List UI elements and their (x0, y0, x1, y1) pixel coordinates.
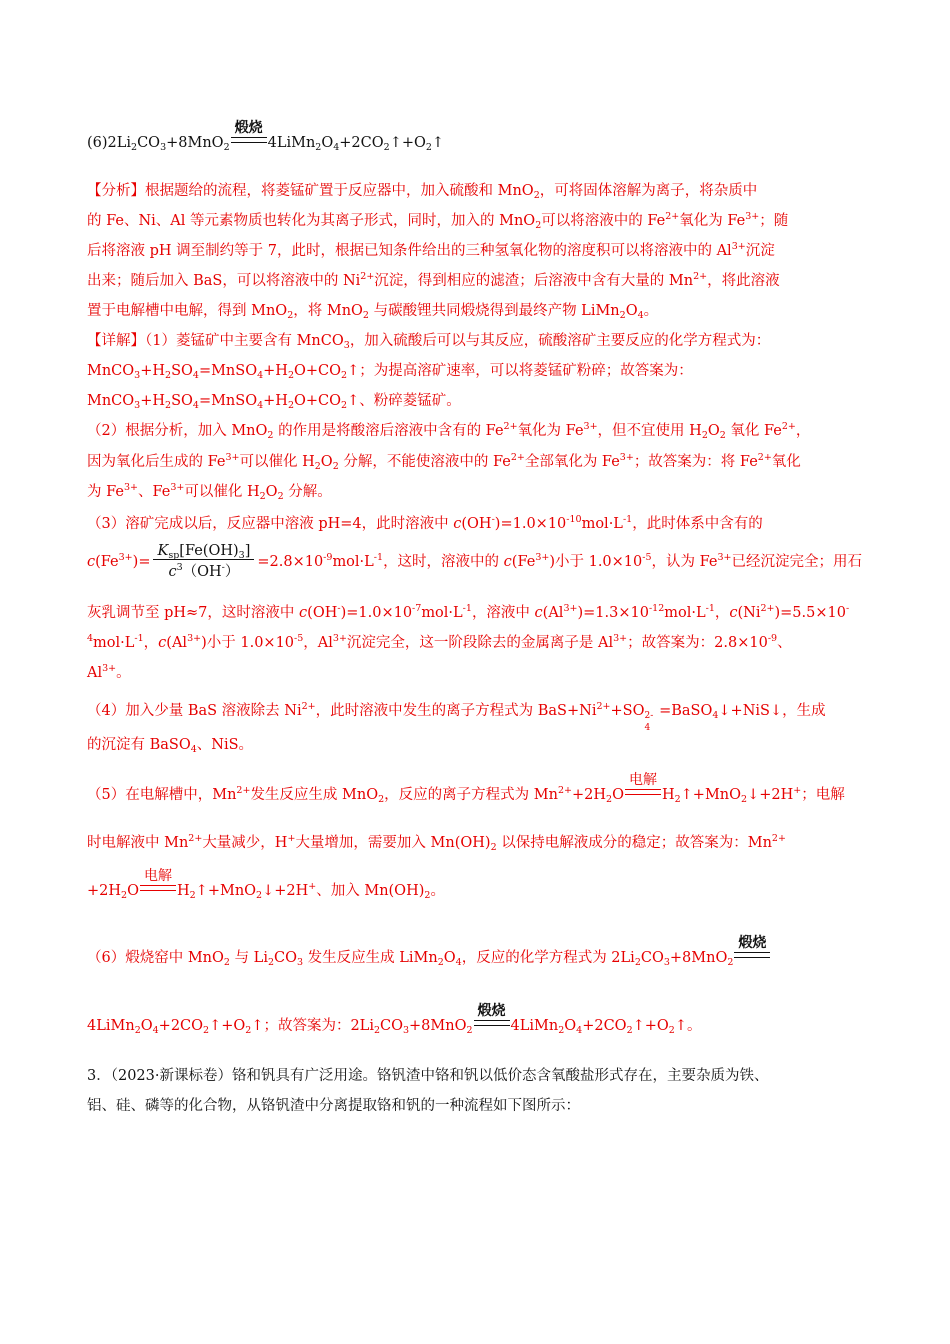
detail-3-line-3: 灰乳调节至 pH≈7，这时溶液中 $c(OH^-)=1.0\times 10^{-7}mol\cdot L^{-1}$，溶液中 $c(Al^{3+})=1.3\times 10^{-12}mol\cdot L^{-1}$，$c(Ni^{2+})=5.5\times 10^-$ (87, 603, 850, 621)
detail-1-line-2: $MnCO_3+H_2SO_4=MnSO_4+H_2O+CO_2↑$；为提高溶矿速率，可以将菱锰矿粉碎；故答案为： (87, 363, 693, 381)
eq6-lhs: $(6)2Li_2CO_3+8MnO_2$ (87, 135, 230, 153)
detail-1-line-1: 【详解】（1）菱锰矿中主要含有 MnCO$_3$，加入硫酸后可以与其反应，硫酸溶矿主要反应的化学方程式为： (87, 333, 771, 351)
analysis-line-1: 【分析】根据题给的流程，将菱锰矿置于反应器中，加入硫酸和 MnO$_2$，可将固体溶解为离子，将杂质中 (87, 183, 758, 201)
detail-3-line-4: $^4mol\cdot L^{-1}$，$c(Al^{3+})$小于 $1.0\times 10^{-5}$，$Al^{3+}$沉淀完全，这一阶段除去的金属离子是 $Al^{3+}$；故答案为：$2.8\times 10^{-9}$、 (87, 633, 792, 651)
detail-5-line-2: 时电解液中 $Mn^{2+}$大量减少，H+大量增加，需要加入 $Mn(OH)_2$ 以保持电解液成分的稳定；故答案为：$Mn^{2+}$ (87, 833, 786, 853)
detail-6-line-2: $4LiMn_2O_4+2CO_2↑+O_2↑$；故答案为：$2Li_2CO_3+8MnO_2$ 煅烧 $4LiMn_2O_4+2CO_2↑+O_2↑$。 (87, 1003, 702, 1036)
ksp-fraction (153, 543, 254, 581)
analysis-line-2: 的 Fe、Ni、Al 等元素物质也转化为其离子形式，同时，加入的 MnO$_2$可以将溶液中的 $Fe^{2+}$氧化为 $Fe^{3+}$；随 (87, 211, 789, 231)
detail-1-line-3: $MnCO_3+H_2SO_4=MnSO_4+H_2O+CO_2↑$、粉碎菱锰矿。 (87, 393, 461, 411)
analysis-line-5: 置于电解槽中电解，得到 MnO$_2$，将 MnO$_2$ 与碳酸锂共同煅烧得到最终产物 $LiMn_2O_4$。 (87, 303, 659, 321)
analysis-line-3: 后将溶液 pH 调至制约等于 7，此时，根据已知条件给出的三种氢氧化物的溶度积可以将溶液中的 $Al^{3+}$沉淀 (87, 241, 775, 259)
detail-2-line-3: 为 $Fe^{3+}$、$Fe^{3+}$可以催化 $H_2O_2$ 分解。 (87, 482, 332, 502)
detail-3-line-2 (87, 543, 862, 581)
calcination-condition-2: 煅烧 (733, 948, 771, 968)
detail-5-line-3: $+2H_2O$ 电解 $H_2↑+MnO_2↓+2H^+$、加入 $Mn(OH)_2$。 (87, 868, 445, 901)
detail-4-line-2: 的沉淀有 BaSO$_4$、NiS。 (87, 737, 254, 755)
equation-6 (87, 120, 445, 153)
detail-2-line-1: （2）根据分析，加入 MnO$_2$ 的作用是将酸溶后溶液中含有的 $Fe^{2+}$氧化为 $Fe^{3+}$，但不宜使用 $H_2O_2$ 氧化 $Fe^{2+}$， (87, 421, 811, 441)
detail-6-line-1: （6）煅烧窑中 MnO$_2$ 与 $Li_2CO_3$ 发生反应生成 $LiMn_2O_4$，反应的化学方程式为 $2Li_2CO_3+8MnO_2$ 煅烧 (87, 948, 771, 968)
electrolysis-condition: 电解 (624, 785, 662, 805)
fraction-numerator: $K_{sp}[Fe(OH)_3]$ (153, 543, 254, 560)
detail-3-line-5: $Al^{3+}$。 (87, 663, 131, 681)
electrolysis-condition-2: 电解 (139, 881, 177, 901)
question-3-line-2: 铝、硅、磷等的化合物，从铬钒渣中分离提取铬和钒的一种流程如下图所示： (87, 1098, 580, 1114)
fraction-denominator: $c^3(OH^-)$ (168, 562, 240, 580)
detail-5-line-1: （5）在电解槽中，$Mn^{2+}$发生反应生成 MnO$_2$，反应的离子方程式为 $Mn^{2+}+2H_2O$ 电解 $H_2↑+MnO_2↓+2H^+$；电解 (87, 772, 845, 805)
analysis-line-4: 出来；随后加入 BaS，可以将溶液中的 $Ni^{2+}$沉淀，得到相应的滤渣；后溶液中含有大量的 $Mn^{2+}$，将此溶液 (87, 271, 780, 289)
detail-4-line-1: （4）加入少量 BaS 溶液除去 $Ni^{2+}$，此时溶液中发生的离子方程式为 $BaS+Ni^{2+}+SO$ 2- 4 =BaSO$_4$↓+NiS↓，生成 (87, 701, 826, 733)
question-3-line-1: 3．（2023·新课标卷）铬和钒具有广泛用途。铬钒渣中铬和钒以低价态含氧酸盐形式存在，主要杂质为铁、 (87, 1068, 769, 1084)
c-fe3-label: $c(Fe^{3+})=$ (87, 552, 151, 570)
c-fe3-result: $=2.8\times 10^{-9}mol\cdot L^{-1}$，这时，溶液中的 $c(Fe^{3+})$小于 $1.0\times 10^{-5}$，认为 $Fe^{3+}$已经沉淀完全；用石 (257, 552, 863, 570)
detail-2-line-2: 因为氧化后生成的 $Fe^{3+}$可以催化 $H_2O_2$ 分解，不能使溶液中的 $Fe^{2+}$全部氧化为 $Fe^{3+}$；故答案为：将 $Fe^{2+}$氧化 (87, 452, 801, 472)
eq6-rhs: $4LiMn_2O_4+2CO_2↑+O_2↑$ (267, 135, 445, 153)
calcination-condition: 煅烧 (230, 133, 268, 153)
detail-3-line-1: （3）溶矿完成以后，反应器中溶液 pH=4，此时溶液中 $c(OH^-)=1.0\times 10^{-10}mol\cdot L^{-1}$，此时体系中含有的 (87, 514, 763, 532)
calcination-condition-3: 煅烧 (473, 1016, 511, 1036)
